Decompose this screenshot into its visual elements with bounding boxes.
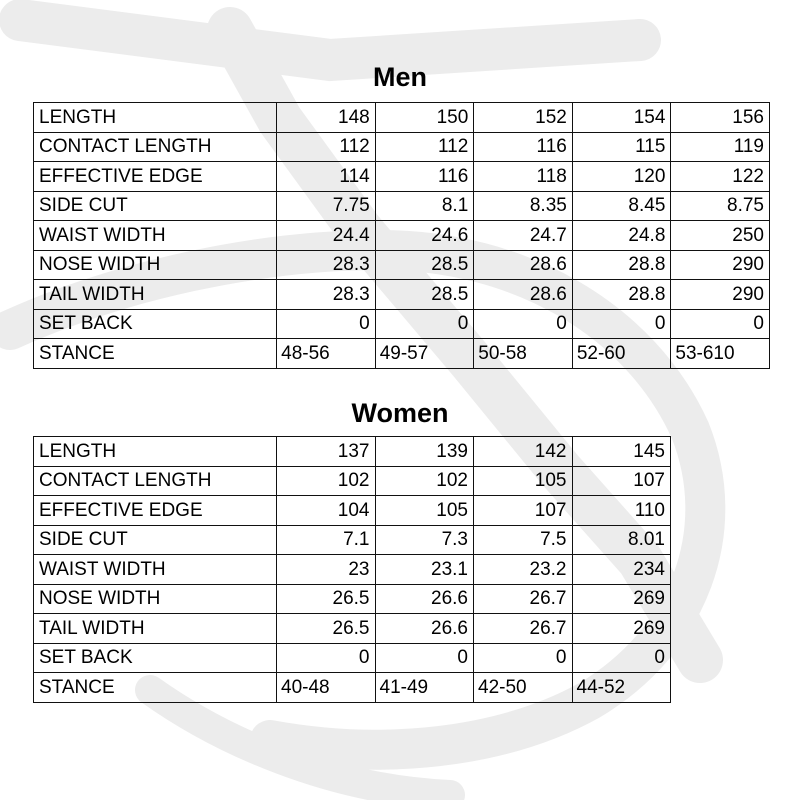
table-cell: 0 bbox=[474, 309, 573, 339]
table-cell: 112 bbox=[375, 132, 474, 162]
table-cell: 28.8 bbox=[572, 280, 671, 310]
table-cell: 269 bbox=[572, 614, 671, 644]
table-cell: 7.3 bbox=[375, 525, 474, 555]
table-cell: 105 bbox=[375, 496, 474, 526]
table-cell: 48-56 bbox=[277, 339, 376, 369]
table-cell: 234 bbox=[572, 555, 671, 585]
table-row bbox=[34, 673, 671, 703]
table-row bbox=[34, 250, 770, 280]
table-cell: 28.5 bbox=[375, 280, 474, 310]
table-cell: 8.1 bbox=[375, 191, 474, 221]
table-cell: 50-58 bbox=[474, 339, 573, 369]
row-label: NOSE WIDTH bbox=[34, 250, 277, 280]
table-cell: 24.8 bbox=[572, 221, 671, 251]
table-cell: 8.45 bbox=[572, 191, 671, 221]
table-cell: 23.1 bbox=[375, 555, 474, 585]
table-row bbox=[34, 309, 770, 339]
table-row bbox=[34, 339, 770, 369]
table-row bbox=[34, 191, 770, 221]
table-cell: 7.1 bbox=[277, 525, 376, 555]
row-label: SIDE CUT bbox=[34, 191, 277, 221]
table-cell: 269 bbox=[572, 584, 671, 614]
row-label: CONTACT LENGTH bbox=[34, 132, 277, 162]
table-cell: 28.8 bbox=[572, 250, 671, 280]
table-cell: 28.3 bbox=[277, 280, 376, 310]
table-cell: 116 bbox=[474, 132, 573, 162]
table-cell: 290 bbox=[671, 280, 770, 310]
table-cell: 148 bbox=[277, 103, 376, 133]
table-cell: 24.6 bbox=[375, 221, 474, 251]
table-cell: 8.35 bbox=[474, 191, 573, 221]
table-row bbox=[34, 103, 770, 133]
row-label: STANCE bbox=[34, 339, 277, 369]
table-cell: 0 bbox=[375, 309, 474, 339]
row-label: EFFECTIVE EDGE bbox=[34, 496, 277, 526]
row-label: TAIL WIDTH bbox=[34, 614, 277, 644]
table-cell: 53-610 bbox=[671, 339, 770, 369]
table-cell: 110 bbox=[572, 496, 671, 526]
row-label: CONTACT LENGTH bbox=[34, 466, 277, 496]
table-cell: 114 bbox=[277, 162, 376, 192]
table-cell: 0 bbox=[572, 643, 671, 673]
table-cell: 0 bbox=[572, 309, 671, 339]
men-spec-table bbox=[33, 102, 770, 369]
table-cell: 107 bbox=[474, 496, 573, 526]
table-row bbox=[34, 496, 671, 526]
row-label: NOSE WIDTH bbox=[34, 584, 277, 614]
table-cell: 52-60 bbox=[572, 339, 671, 369]
table-cell: 23 bbox=[277, 555, 376, 585]
table-cell: 119 bbox=[671, 132, 770, 162]
table-cell: 26.6 bbox=[375, 584, 474, 614]
table-cell: 0 bbox=[375, 643, 474, 673]
table-cell: 156 bbox=[671, 103, 770, 133]
row-label: LENGTH bbox=[34, 103, 277, 133]
table-cell: 116 bbox=[375, 162, 474, 192]
table-cell: 122 bbox=[671, 162, 770, 192]
table-cell: 150 bbox=[375, 103, 474, 133]
table-cell: 8.75 bbox=[671, 191, 770, 221]
table-cell: 118 bbox=[474, 162, 573, 192]
row-label: EFFECTIVE EDGE bbox=[34, 162, 277, 192]
table-cell: 102 bbox=[375, 466, 474, 496]
table-cell: 26.5 bbox=[277, 584, 376, 614]
row-label: LENGTH bbox=[34, 437, 277, 467]
table-cell: 250 bbox=[671, 221, 770, 251]
table-cell: 42-50 bbox=[474, 673, 573, 703]
table-cell: 26.5 bbox=[277, 614, 376, 644]
table-row bbox=[34, 614, 671, 644]
table-row bbox=[34, 525, 671, 555]
table-row bbox=[34, 162, 770, 192]
men-section-title: Men bbox=[373, 62, 427, 92]
table-cell: 26.7 bbox=[474, 584, 573, 614]
women-section-title: Women bbox=[351, 398, 449, 428]
table-cell: 24.7 bbox=[474, 221, 573, 251]
table-cell: 152 bbox=[474, 103, 573, 133]
table-cell: 28.5 bbox=[375, 250, 474, 280]
table-cell: 28.6 bbox=[474, 280, 573, 310]
table-cell: 49-57 bbox=[375, 339, 474, 369]
table-cell: 26.6 bbox=[375, 614, 474, 644]
table-cell: 0 bbox=[277, 643, 376, 673]
table-cell: 102 bbox=[277, 466, 376, 496]
table-cell: 23.2 bbox=[474, 555, 573, 585]
table-cell: 105 bbox=[474, 466, 573, 496]
table-cell: 0 bbox=[671, 309, 770, 339]
table-cell: 0 bbox=[277, 309, 376, 339]
row-label: WAIST WIDTH bbox=[34, 221, 277, 251]
table-cell: 44-52 bbox=[572, 673, 671, 703]
table-cell: 104 bbox=[277, 496, 376, 526]
table-row bbox=[34, 437, 671, 467]
table-cell: 28.6 bbox=[474, 250, 573, 280]
table-cell: 112 bbox=[277, 132, 376, 162]
table-row bbox=[34, 555, 671, 585]
table-cell: 139 bbox=[375, 437, 474, 467]
table-cell: 115 bbox=[572, 132, 671, 162]
table-cell: 0 bbox=[474, 643, 573, 673]
table-cell: 7.75 bbox=[277, 191, 376, 221]
table-cell: 24.4 bbox=[277, 221, 376, 251]
table-row bbox=[34, 280, 770, 310]
table-cell: 137 bbox=[277, 437, 376, 467]
table-row bbox=[34, 643, 671, 673]
row-label: SET BACK bbox=[34, 309, 277, 339]
table-cell: 107 bbox=[572, 466, 671, 496]
table-row bbox=[34, 466, 671, 496]
row-label: SET BACK bbox=[34, 643, 277, 673]
table-row bbox=[34, 132, 770, 162]
table-cell: 8.01 bbox=[572, 525, 671, 555]
table-cell: 145 bbox=[572, 437, 671, 467]
row-label: WAIST WIDTH bbox=[34, 555, 277, 585]
table-cell: 142 bbox=[474, 437, 573, 467]
table-cell: 154 bbox=[572, 103, 671, 133]
row-label: SIDE CUT bbox=[34, 525, 277, 555]
table-cell: 26.7 bbox=[474, 614, 573, 644]
table-cell: 41-49 bbox=[375, 673, 474, 703]
row-label: STANCE bbox=[34, 673, 277, 703]
table-cell: 28.3 bbox=[277, 250, 376, 280]
table-cell: 290 bbox=[671, 250, 770, 280]
table-cell: 40-48 bbox=[277, 673, 376, 703]
row-label: TAIL WIDTH bbox=[34, 280, 277, 310]
table-cell: 7.5 bbox=[474, 525, 573, 555]
table-cell: 120 bbox=[572, 162, 671, 192]
table-row bbox=[34, 584, 671, 614]
women-spec-table bbox=[33, 436, 671, 703]
table-row bbox=[34, 221, 770, 251]
